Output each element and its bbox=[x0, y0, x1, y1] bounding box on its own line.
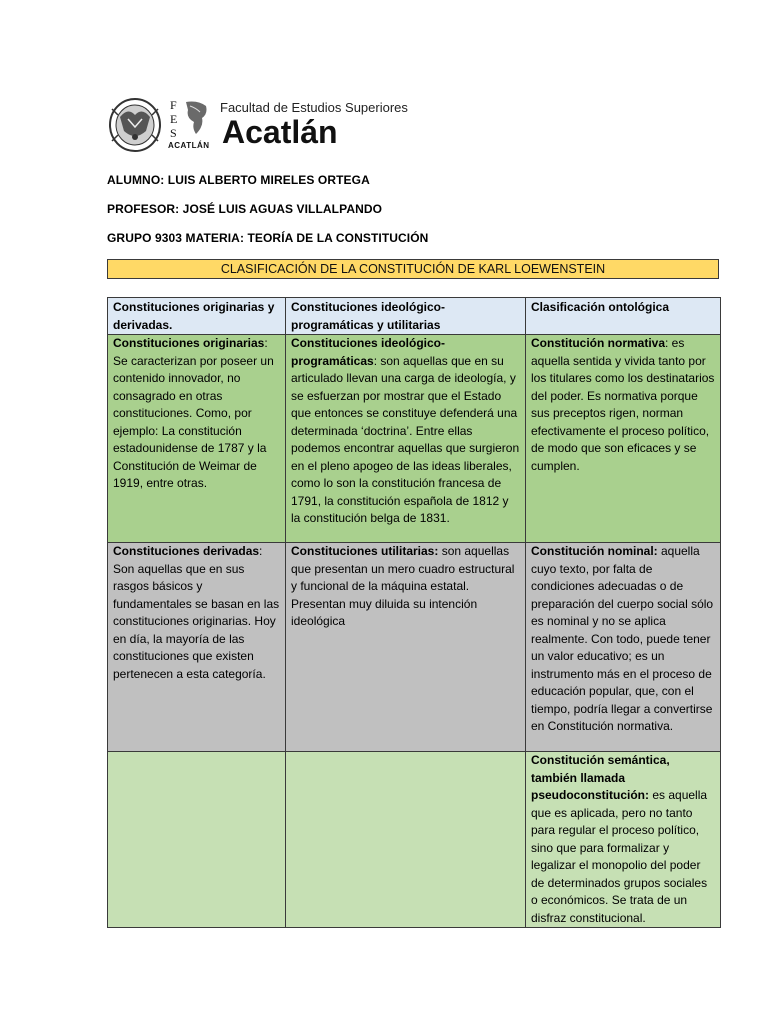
table-header-row bbox=[108, 298, 721, 335]
map-icon bbox=[182, 100, 210, 136]
campus-name: Acatlán bbox=[222, 114, 338, 150]
term: Constituciones utilitarias: bbox=[291, 544, 439, 558]
group-subject: GRUPO 9303 MATERIA: TEORÍA DE LA CONSTITUCIÓN bbox=[107, 231, 429, 245]
definition: : Son aquellas que en sus rasgos básicos y fundamentales se basan en las constituciones originarias. Hoy en día, la mayoría de las constituciones que existen pertenecen a esta categoría. bbox=[113, 544, 280, 681]
fes-caption: ACATLÁN bbox=[168, 141, 210, 150]
term: Constitución nominal: bbox=[531, 544, 658, 558]
definition: : es aquella sentida y vivida tanto por los titulares como los destinatarios del poder. Es normativa porque sus preceptos rigen, norman efectivamente el proceso político, de modo que son eficaces y se cumplen. bbox=[531, 336, 715, 473]
definition: son aquellas que presentan un mero cuadro estructural y funcional de la máquina estatal. Presentan muy diluida su intención ideológica bbox=[291, 544, 515, 628]
cell-utilitarias bbox=[286, 543, 526, 752]
cell-semantica bbox=[526, 752, 721, 928]
definition: aquella cuyo texto, por falta de condiciones adecuadas o de preparación del cuerpo social sólo es nominal y no se aplica realmente. Con todo, puede tener un valor educativo; es un instrumento más en el proceso de educación popular, que, con el tiempo, podría llegar a convertirse en Constitución normativa. bbox=[531, 544, 714, 733]
table-row bbox=[108, 752, 721, 928]
header-ideologico-utilitarias: Constituciones ideológico-programáticas y utilitarias bbox=[286, 298, 526, 335]
table-row bbox=[108, 543, 721, 752]
term: Constituciones ideológico-programáticas bbox=[291, 336, 446, 368]
definition: : son aquellas que en su articulado llevan una carga de ideología, y se esfuerzan por mostrar que el Estado que entonces se constituye defenderá una determinada ‘doctrina’. Entre ellas podemos encontrar aquellas que surgieron en el pleno apogeo de las ideas liberales, como lo son la constitución francesa de 1791, la constitución española de 1812 y la constitución belga de 1831. bbox=[291, 353, 520, 525]
student-name: ALUMNO: LUIS ALBERTO MIRELES ORTEGA bbox=[107, 173, 370, 187]
definition: es aquella que es aplicada, pero no tanto para regular el proceso político, sino que para formalizar y legalizar el monopolio del poder de determinados grupos sociales o económicos. Se trata de un disfraz constitucional. bbox=[531, 788, 708, 925]
faculty-label: Facultad de Estudios Superiores bbox=[220, 100, 408, 115]
professor-name: PROFESOR: JOSÉ LUIS AGUAS VILLALPANDO bbox=[107, 202, 383, 216]
classification-title: CLASIFICACIÓN DE LA CONSTITUCIÓN DE KARL LOEWENSTEIN bbox=[107, 259, 719, 279]
cell-nominal bbox=[526, 543, 721, 752]
term: Constitución normativa bbox=[531, 336, 666, 350]
cell-empty bbox=[286, 752, 526, 928]
term: Constituciones derivadas bbox=[113, 544, 260, 558]
header-originarias-derivadas: Constituciones originarias y derivadas. bbox=[108, 298, 286, 335]
cell-normativa bbox=[526, 335, 721, 543]
fes-emblem bbox=[168, 96, 212, 154]
table-row bbox=[108, 335, 721, 543]
logo-text bbox=[220, 101, 408, 149]
fes-acatlan-logo bbox=[108, 96, 408, 154]
header-ontologica: Clasificación ontológica bbox=[526, 298, 721, 335]
cell-derivadas bbox=[108, 543, 286, 752]
cell-originarias bbox=[108, 335, 286, 543]
cell-ideologico-programaticas bbox=[286, 335, 526, 543]
classification-table bbox=[107, 297, 721, 928]
term: Constitución semántica, también llamada pseudoconstitución: bbox=[531, 753, 670, 802]
term: Constituciones originarias bbox=[113, 336, 265, 350]
definition: : Se caracterizan por poseer un contenido innovador, no consagrado en otras constituciones. Como, por ejemplo: La constitución estadounidense de 1787 y la Constitución de Weimar de 1919, entre otras. bbox=[113, 336, 274, 490]
fes-letters: F E S bbox=[170, 98, 178, 140]
cell-empty bbox=[108, 752, 286, 928]
unam-seal-icon bbox=[108, 97, 162, 153]
